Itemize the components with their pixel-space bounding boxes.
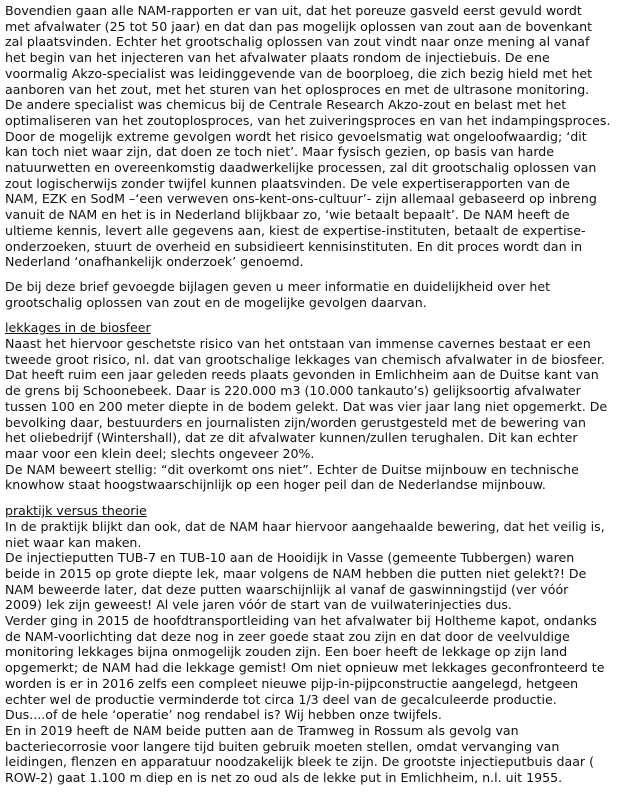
text-line: NAM, EZK en SodM –‘een verweven ons-kent-ons-cultuur’- zijn allemaal gebaseerd op inbreng xyxy=(5,191,597,207)
text-line: aanboren van het zout, met het sturen van het oplosproces en met de ultrasone monitoring. xyxy=(5,81,590,97)
text-line: Verder ging in 2015 de hoofdtransportleiding van het afvalwater bij Holtheme kapot, ondanks xyxy=(5,613,597,629)
section-intro xyxy=(5,3,622,310)
text-line: vanuit de NAM en het is in Nederland blijkbaar zo, ‘wie betaalt bepaalt’. De NAM heeft de xyxy=(5,207,570,223)
text-line: worden is er in 2016 zelfs een compleet nieuwe pijp-in-pijpconstructie aangelegd, hetgeen xyxy=(5,675,579,691)
text-line: In de praktijk blijkt dan ook, dat de NAM haar hiervoor aangehaalde bewering, dat het veilig is, xyxy=(5,518,605,534)
text-line: Door de mogelijk extreme gevolgen wordt het risico gevoelsmatig wat ongeloofwaardig; ‘dit xyxy=(5,128,587,144)
text-line: tussen 100 en 200 meter diepte in de bodem gelekt. Dat was vier jaar lang niet opgemerkt. De xyxy=(5,398,608,414)
text-line: het begin van het injecteren van het afvalwater plaats rondom de injectiebuis. De ene xyxy=(5,50,550,66)
text-line: de grens bij Schoonebeek. Daar is 220.000 m3 (10.000 tankauto’s) gelijksoortig afvalwater xyxy=(5,383,581,399)
paragraph xyxy=(5,3,622,270)
text-line: De andere specialist was chemicus bij de Centrale Research Akzo-zout en belast met het xyxy=(5,97,567,113)
text-line: optimaliseren van het zoutoplosproces, van het zuiveringsproces en van het indampingsproces. xyxy=(5,112,611,128)
section-heading: lekkages in de biosfeer xyxy=(5,320,151,336)
text-line: ROW-2) gaat 1.100 m diep en is net zo oud als de lekke put in Emlichheim, n.l. uit 1955. xyxy=(5,770,563,786)
text-line: NAM beweerde later, dat deze putten waarschijnlijk al vanaf de gaswinningstijd (ver vóór xyxy=(5,581,569,597)
text-line: 2009) lek zijn geweest! Al vele jaren vóór de start van de vuilwaterinjecties dus. xyxy=(5,597,512,613)
text-line: voormalig Akzo-specialist was leidinggevende van de boorploeg, die zich bezig hield met het xyxy=(5,65,593,81)
paragraph xyxy=(5,336,622,493)
spacer xyxy=(5,493,622,503)
spacer xyxy=(5,310,622,320)
text-line: zout logischerwijs zonder twijfel kunnen plaatsvinden. De vele expertiserapporten van de xyxy=(5,175,570,191)
section-heading: praktijk versus theorie xyxy=(5,503,147,519)
text-line: het oliebedrijf (Wintershall), dat ze dit afvalwater kunnen/zullen terughalen. Dit kan echter xyxy=(5,430,578,446)
text-line: de NAM-voorlichting dat deze nog in zeer goede staat zou zijn en dat door de veelvuldige xyxy=(5,628,570,644)
text-line: grootschalig oplossen van zout en de mogelijke gevolgen daarvan. xyxy=(5,294,427,310)
text-line: onderzoeken, stuurt de overheid en subsidieert kennisinstituten. En dit proces wordt dan in xyxy=(5,238,583,254)
section-praktijk xyxy=(5,493,622,786)
text-line: De injectieputten TUB-7 en TUB-10 aan de Hooidijk in Vasse (gemeente Tubbergen) waren xyxy=(5,550,575,566)
text-line: knowhow staat hoogstwaarschijnlijk op een hoger peil dan de Nederlandse mijnbouw. xyxy=(5,477,546,493)
text-line: ultieme kennis, levert alle gegevens aan, kiest de expertise-instituten, betaalt de expertise- xyxy=(5,222,586,238)
text-line: Dus....of de hele ‘operatie’ nog rendabel is? Wij hebben onze twijfels. xyxy=(5,707,442,723)
paragraph xyxy=(5,279,622,310)
text-line: natuurwetten en overeenkomstig daadwerkelijke processen, zal dit grootschalig oplossen van xyxy=(5,160,597,176)
text-line: zal plaatsvinden. Echter het grootschalig oplossen van zout vindt naar onze mening al vanaf xyxy=(5,34,590,50)
spacer xyxy=(5,270,622,279)
paragraph xyxy=(5,519,622,786)
text-line: met afvalwater (25 tot 50 jaar) en dat dan pas mogelijk oplossen van zout aan de bovenkant xyxy=(5,18,593,34)
text-line: echter wel de productie verminderde tot circa 1/3 deel van de gecalculeerde productie. xyxy=(5,691,557,707)
text-line: Bovendien gaan alle NAM-rapporten er van uit, dat het poreuze gasveld eerst gevuld wordt xyxy=(5,3,582,18)
text-line: beide in 2015 op grote diepte lek, maar volgens de NAM hebben die putten niet gelekt?! De xyxy=(5,565,587,581)
text-line: Dat heeft ruim een jaar geleden reeds plaats gevonden in Emlichheim aan de Duitse kant van xyxy=(5,367,599,383)
text-line: monitoring lekkages bijna onmogelijk zouden zijn. Een boer heeft de lekkage op zijn land xyxy=(5,644,568,660)
text-line: Nederland ‘onafhankelijk onderzoek’ genoemd. xyxy=(5,254,304,270)
text-line: maar voor een klein deel; slechts ongeveer 20%. xyxy=(5,445,315,461)
text-line: De NAM beweert stellig: “dit overkomt ons niet”. Echter de Duitse mijnbouw en technische xyxy=(5,461,579,477)
document-page xyxy=(5,3,622,786)
text-line: De bij deze brief gevoegde bijlagen geven u meer informatie en duidelijkheid over het xyxy=(5,278,551,294)
text-line: leidingen, flenzen en apparatuur noodzakelijk bleek te zijn. De grootste injectieputbuis daar ( xyxy=(5,754,595,770)
text-line: Naast het hiervoor geschetste risico van het ontstaan van immense cavernes bestaat er een xyxy=(5,336,591,352)
text-line: niet waar kan maken. xyxy=(5,534,142,550)
text-line: opgemerkt; de NAM had die lekkage gemist! Om niet opnieuw met lekkages geconfronteerd te xyxy=(5,660,605,676)
text-line: bacteriecorrosie voor langere tijd buiten gebruik moeten stellen, omdat vervanging van xyxy=(5,738,560,754)
text-line: En in 2019 heeft de NAM beide putten aan de Tramweg in Rossum als gevolg van xyxy=(5,722,519,738)
text-line: tweede groot risico, nl. dat van grootschalige lekkages van chemisch afvalwater in de biosfeer. xyxy=(5,351,605,367)
section-lekkages xyxy=(5,310,622,493)
text-line: bevolking daar, bestuurders en journalisten zijn/worden gerustgesteld met de bewering van xyxy=(5,414,586,430)
text-line: kan toch niet waar zijn, dat doen ze toch niet’. Maar fysisch gezien, op basis van harde xyxy=(5,144,555,160)
